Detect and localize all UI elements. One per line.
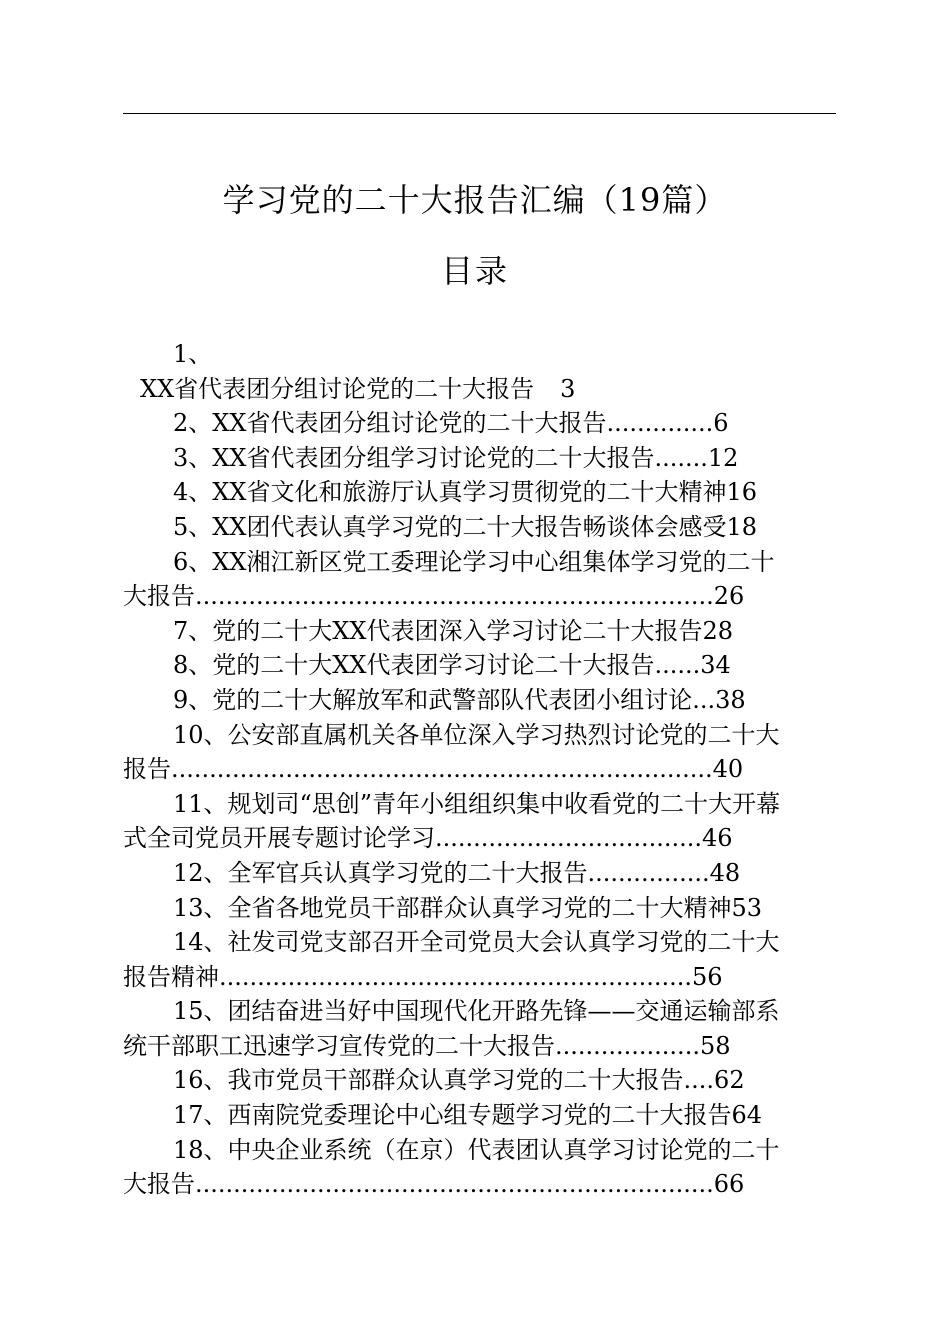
toc-entry-14[interactable]: 14、社发司党支部召开全司党员大会认真学习党的二十大 bbox=[173, 928, 780, 957]
toc-entry-18[interactable]: 18、中央企业系统（在京）代表团认真学习讨论党的二十 bbox=[173, 1135, 780, 1164]
toc-entry-10[interactable]: 10、公安部直属机关各单位深入学习热烈讨论党的二十大 bbox=[173, 720, 780, 749]
toc-entry-18-cont[interactable]: 大报告....................................................................66 bbox=[123, 1170, 745, 1199]
toc-entry-11-cont[interactable]: 式全司党员开展专题讨论学习...................................46 bbox=[123, 824, 733, 853]
toc-entry-13[interactable]: 13、全省各地党员干部群众认真学习党的二十大精神53 bbox=[173, 893, 763, 922]
toc-entry-1-title[interactable] bbox=[123, 372, 836, 407]
toc-entry-9[interactable]: 9、党的二十大解放军和武警部队代表团小组讨论...38 bbox=[173, 685, 746, 714]
toc-entry-text: XX省代表团分组讨论党的二十大报告 bbox=[140, 374, 535, 403]
toc-entry-6[interactable]: 6、XX湘江新区党工委理论学习中心组集体学习党的二十 bbox=[173, 547, 775, 576]
toc-entry-2[interactable]: 2、XX省代表团分组讨论党的二十大报告..............6 bbox=[173, 409, 729, 438]
table-of-contents bbox=[123, 337, 836, 1202]
toc-entry-5[interactable]: 5、XX团代表认真学习党的二十大报告畅谈体会感受18 bbox=[173, 512, 757, 541]
toc-entry-8[interactable]: 8、党的二十大XX代表团学习讨论二十大报告......34 bbox=[173, 651, 731, 680]
toc-entry-6-cont[interactable]: 大报告....................................................................26 bbox=[123, 582, 745, 611]
toc-entry-1-number[interactable]: 1、 bbox=[173, 340, 213, 368]
toc-entry-15-cont[interactable]: 统干部职工迅速学习宣传党的二十大报告...................58 bbox=[123, 1031, 731, 1060]
toc-entry-15[interactable]: 15、团结奋进当好中国现代化开路先锋——交通运输部系 bbox=[173, 997, 780, 1026]
document-title: 学习党的二十大报告汇编（19篇） bbox=[222, 181, 728, 219]
toc-entry-16[interactable]: 16、我市党员干部群众认真学习党的二十大报告....62 bbox=[173, 1066, 745, 1095]
toc-entry-14-cont[interactable]: 报告精神..............................................................56 bbox=[123, 962, 723, 991]
toc-entry-11[interactable]: 11、规划司“思创”青年小组组织集中收看党的二十大开幕 bbox=[173, 789, 781, 818]
toc-entry-7[interactable]: 7、党的二十大XX代表团深入学习讨论二十大报告28 bbox=[173, 616, 733, 645]
toc-entry-10-cont[interactable]: 报告.......................................................................40 bbox=[123, 755, 744, 784]
toc-entry-12[interactable]: 12、全军官兵认真学习党的二十大报告................48 bbox=[173, 858, 741, 887]
toc-heading: 目录 bbox=[440, 252, 509, 290]
toc-entry-4[interactable]: 4、XX省文化和旅游厅认真学习贯彻党的二十大精神16 bbox=[173, 478, 757, 507]
toc-entry-3[interactable]: 3、XX省代表团分组学习讨论党的二十大报告.......12 bbox=[173, 443, 739, 472]
toc-page-number: 3 bbox=[560, 374, 576, 403]
toc-entry-17[interactable]: 17、西南院党委理论中心组专题学习党的二十大报告64 bbox=[173, 1101, 763, 1130]
header-rule bbox=[123, 113, 836, 114]
